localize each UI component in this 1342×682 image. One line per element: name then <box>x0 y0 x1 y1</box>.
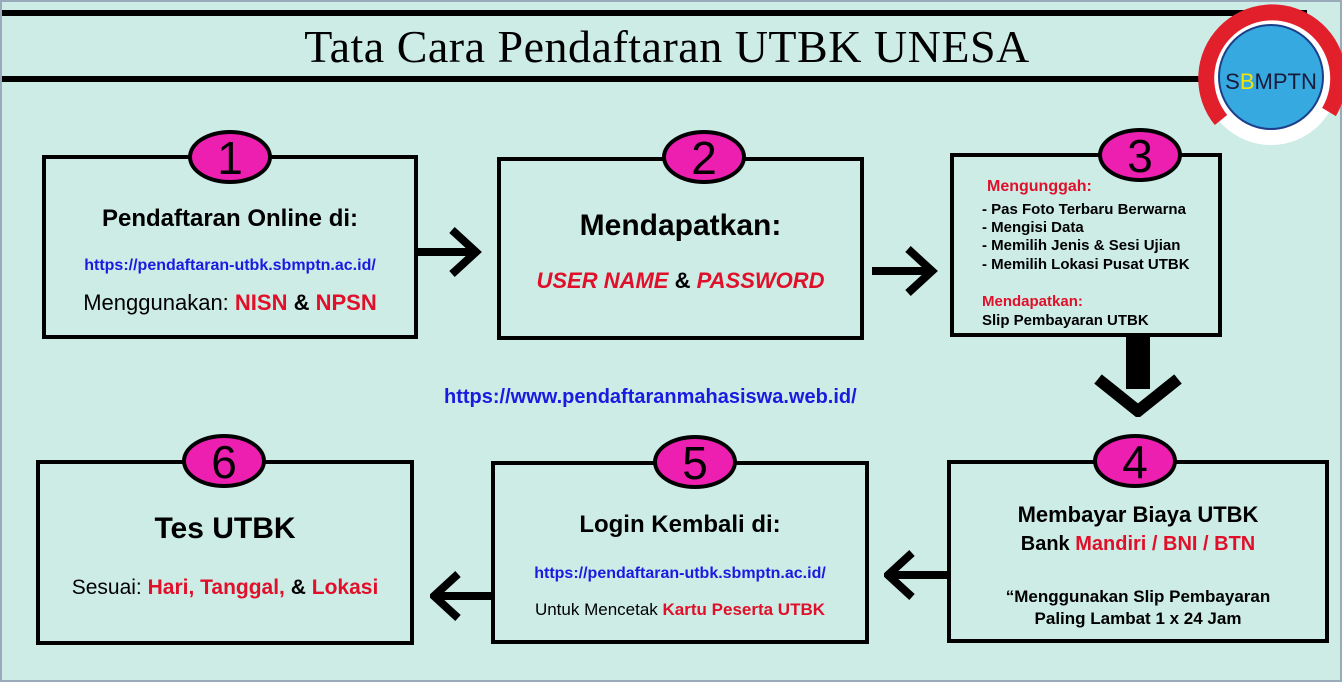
page-title: Tata Cara Pendaftaran UTBK UNESA <box>304 21 1030 72</box>
logo-text-s: S <box>1225 69 1240 94</box>
logo-text-mptn: MPTN <box>1254 69 1317 94</box>
step-3-obtain-item: Slip Pembayaran UTBK <box>982 312 1149 329</box>
arrow-left-4-to-5 <box>884 549 948 601</box>
step-6-schedule-line <box>36 576 414 600</box>
step-2-password: PASSWORD <box>696 268 825 293</box>
step-5-card: Kartu Peserta UTBK <box>662 600 826 619</box>
step-5-print-line <box>491 600 869 620</box>
step-3-item-2: - Mengisi Data <box>982 219 1084 236</box>
arrow-left-5-to-6 <box>430 570 494 622</box>
step-6-according-label: Sesuai: <box>71 576 142 599</box>
step-4-banks: Mandiri / BNI / BTN <box>1075 533 1256 555</box>
step-1-nisn: NISN <box>234 290 288 315</box>
step-1-amp: & <box>293 290 310 315</box>
step-4-bank-line <box>947 533 1329 556</box>
step-3-upload-heading: Mengunggah: <box>987 178 1092 195</box>
step-3-item-4: - Memilih Lokasi Pusat UTBK <box>982 256 1190 273</box>
step-2-amp: & <box>674 268 691 293</box>
sbmptn-logo <box>1197 2 1342 152</box>
step-6-heading: Tes UTBK <box>154 512 296 545</box>
step-5-heading: Login Kembali di: <box>579 511 781 538</box>
step-6-amp: & <box>290 576 306 599</box>
step-1-number-badge: 1 <box>188 130 272 184</box>
step-4-bank-label: Bank <box>1020 533 1070 555</box>
step-6-location: Lokasi <box>311 576 379 599</box>
step-4-heading: Membayar Biaya UTBK <box>1017 502 1259 527</box>
svg-text:SBMPTN <box>1225 69 1317 94</box>
step-2-credentials-line <box>497 268 864 294</box>
step-4-note-line-2: Paling Lambat 1 x 24 Jam <box>1034 609 1242 628</box>
step-2-number-badge: 2 <box>662 130 746 184</box>
step-2-username: USER NAME <box>536 268 669 293</box>
step-4-note-line-1: “Menggunakan Slip Pembayaran <box>1005 587 1271 606</box>
step-1-using-line <box>42 290 418 316</box>
step-3-item-3: - Memilih Jenis & Sesi Ujian <box>982 237 1181 254</box>
step-5-number-badge: 5 <box>653 435 737 489</box>
step-3-item-1: - Pas Foto Terbaru Berwarna <box>982 201 1186 218</box>
arrow-down-3-to-4 <box>1094 337 1182 417</box>
step-1-heading: Pendaftaran Online di: <box>101 205 359 232</box>
step-5-print-label: Untuk Mencetak <box>534 600 658 619</box>
step-1-npsn: NPSN <box>315 290 377 315</box>
logo-text-b: B <box>1239 69 1255 94</box>
step-2-box <box>497 157 864 340</box>
step-6-number-badge: 6 <box>182 434 266 488</box>
arrow-right-1-to-2 <box>416 226 482 278</box>
center-website-link[interactable]: https://www.pendaftaranmahasiswa.web.id/ <box>444 386 857 408</box>
step-6-items: Hari, Tanggal, <box>147 576 285 599</box>
arrow-right-2-to-3 <box>872 245 938 297</box>
step-5-link[interactable]: https://pendaftaran-utbk.sbmptn.ac.id/ <box>534 565 826 582</box>
step-2-heading: Mendapatkan: <box>579 209 782 242</box>
step-4-number-badge: 4 <box>1093 434 1177 488</box>
step-3-obtain-heading: Mendapatkan: <box>982 293 1083 310</box>
step-1-using-label: Menggunakan: <box>83 290 229 315</box>
step-1-link[interactable]: https://pendaftaran-utbk.sbmptn.ac.id/ <box>84 257 376 274</box>
step-3-number-badge: 3 <box>1098 128 1182 182</box>
